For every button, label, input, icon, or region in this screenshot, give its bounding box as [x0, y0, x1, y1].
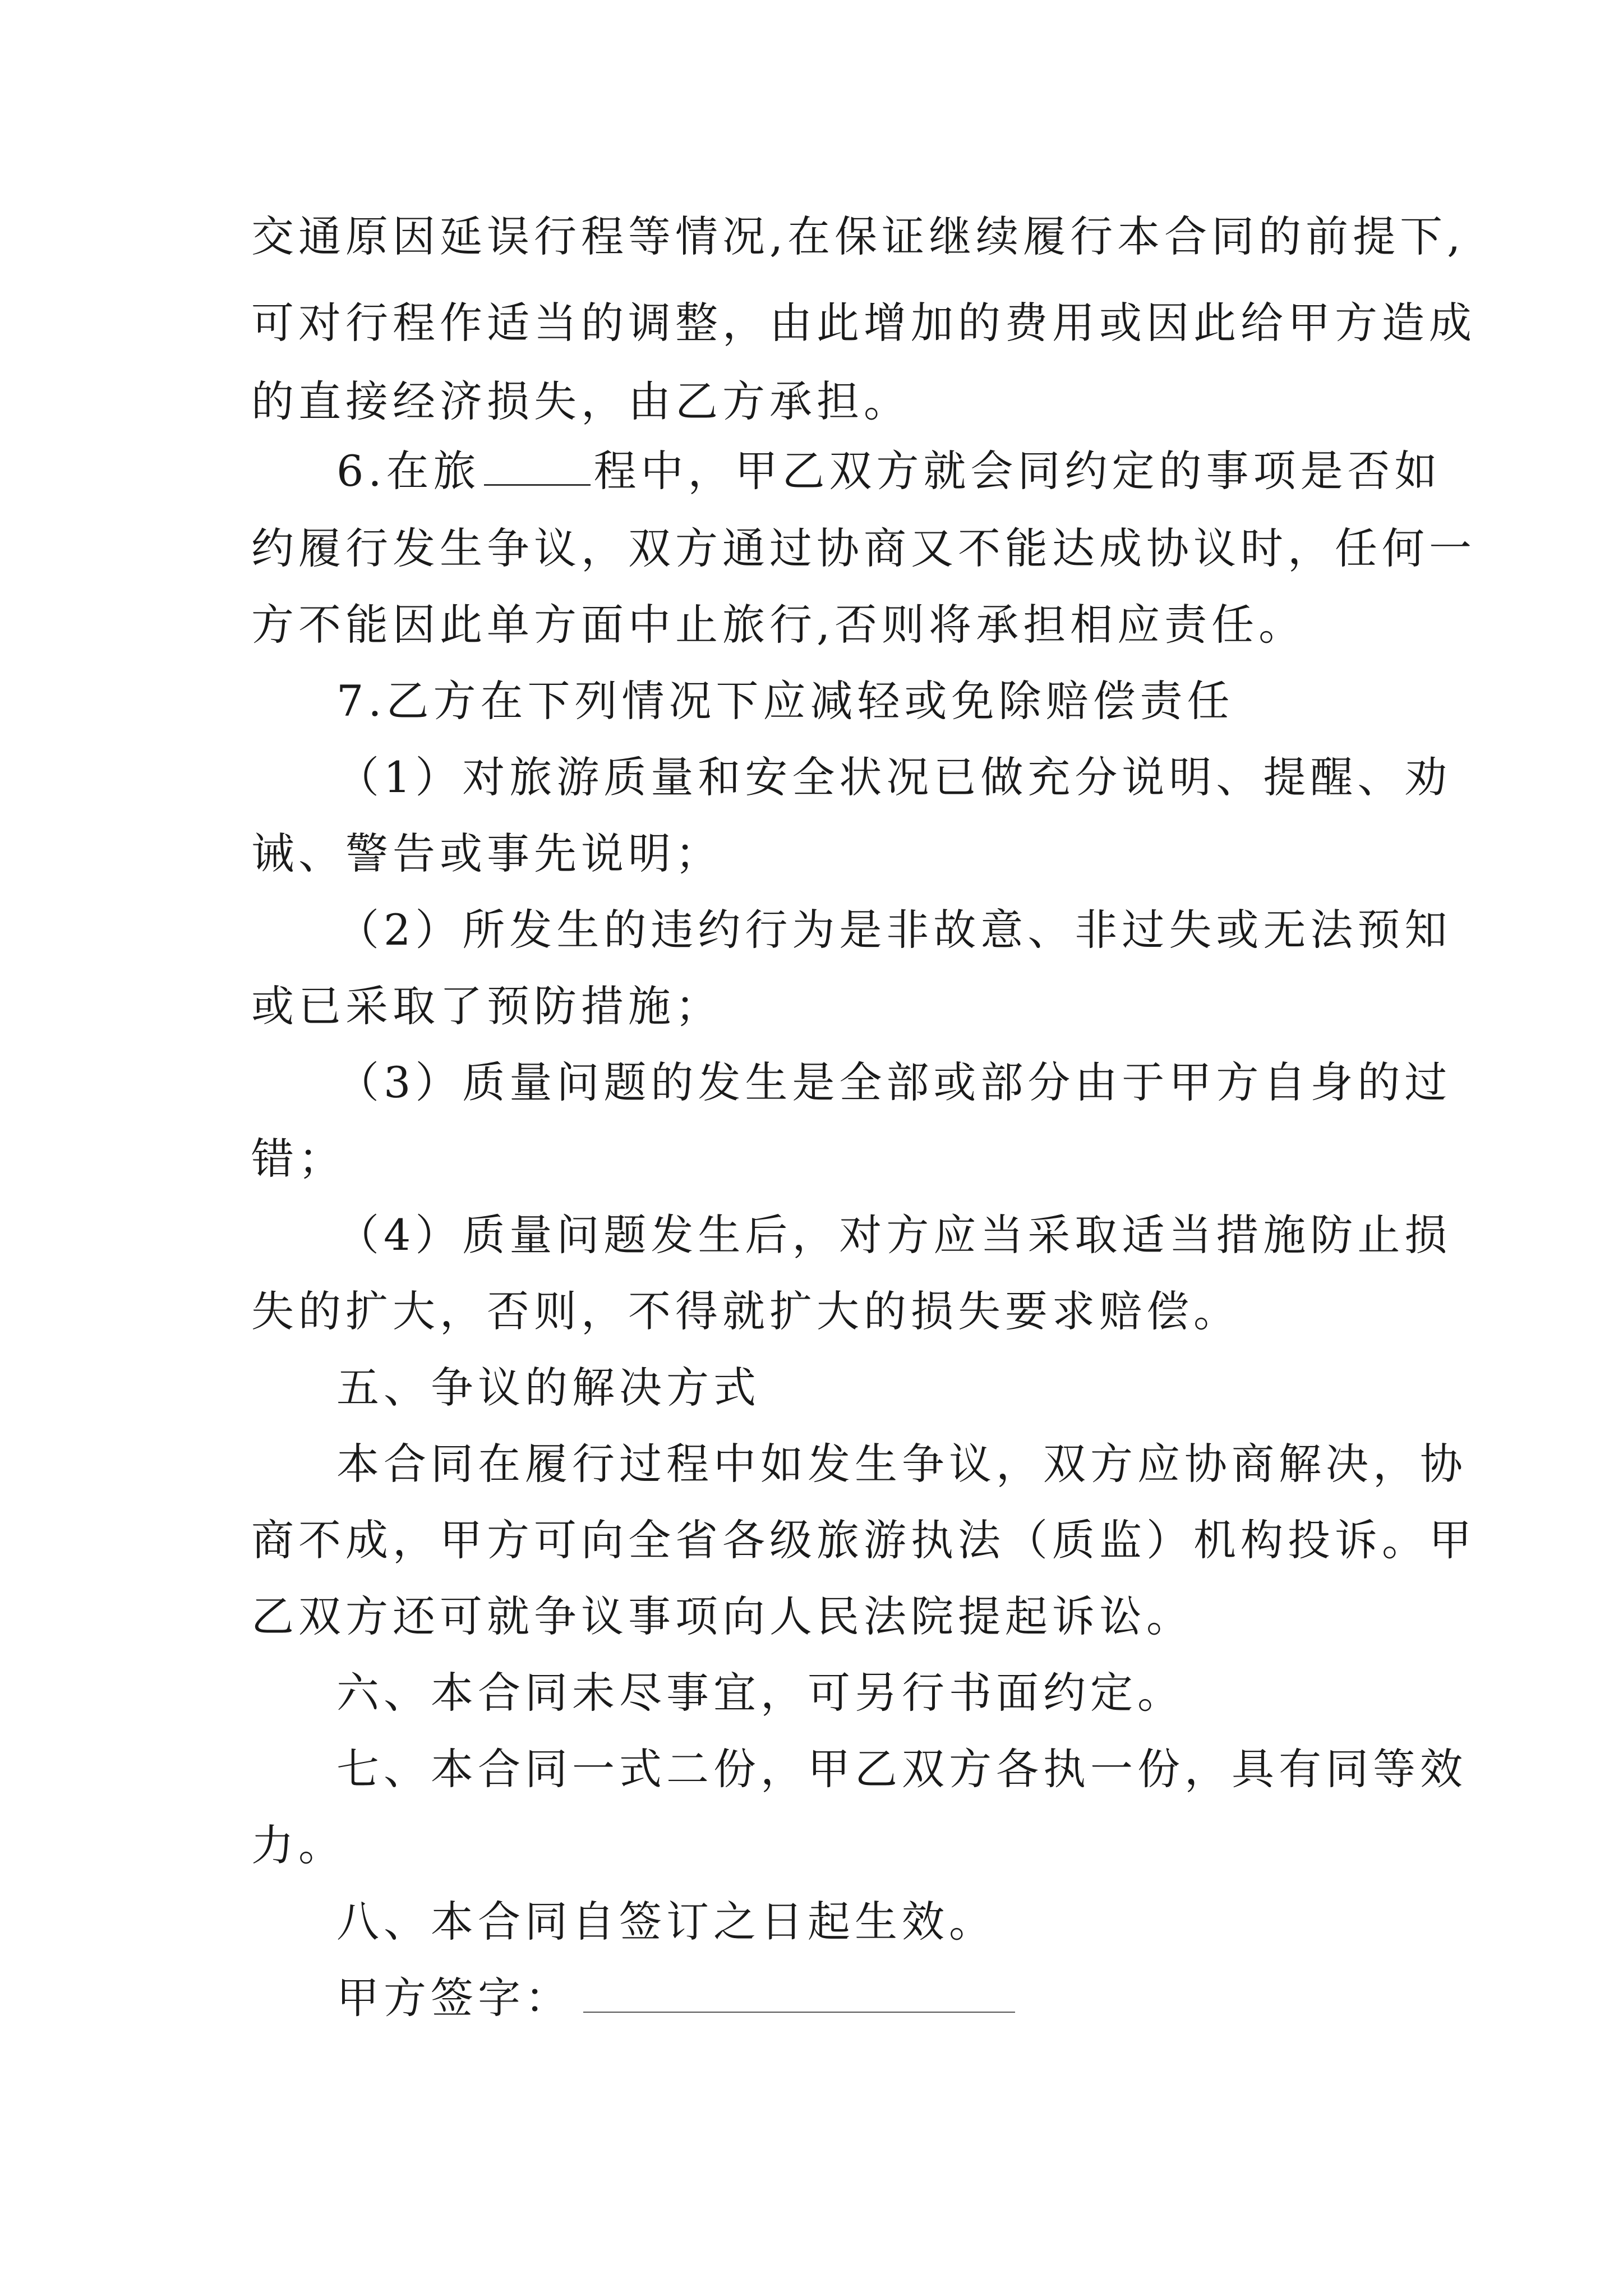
list-item-3: （3）质量问题的发生是全部或部分由于甲方自身的过 — [336, 1057, 1452, 1107]
list-item-2: （2）所发生的违约行为是非故意、非过失或无法预知 — [336, 905, 1452, 955]
section-5-body-cont: 乙双方还可就争议事项向人民法院提起诉讼。 — [251, 1591, 1193, 1641]
clause-6-line — [336, 443, 1442, 499]
section-5-body: 本合同在履行过程中如发生争议，双方应协商解决，协 — [336, 1439, 1467, 1489]
section-7-cont: 力。 — [251, 1820, 345, 1870]
signature-label: 甲方签字： — [336, 1973, 572, 2023]
signature-line — [336, 1970, 1015, 2026]
list-item-2-cont: 或已采取了预防措施； — [251, 981, 722, 1031]
section-6: 六、本合同未尽事宜，可另行书面约定。 — [336, 1668, 1184, 1718]
paragraph-line: 约履行发生争议，双方通过协商又不能达成协议时，任何一 — [251, 523, 1476, 573]
list-item-1-cont: 诫、警告或事先说明； — [251, 829, 722, 878]
paragraph-line: 方不能因此单方面中止旅行,否则将承担相应责任。 — [251, 600, 1306, 650]
clause-6-text-before: 6.在旅 — [336, 446, 481, 496]
clause-6-text-after: 程中，甲乙双方就会同约定的事项是否如 — [593, 446, 1442, 496]
section-8: 八、本合同自签订之日起生效。 — [336, 1897, 996, 1947]
section-7: 七、本合同一式二份，甲乙双方各执一份，具有同等效 — [336, 1744, 1467, 1794]
list-item-1: （1）对旅游质量和安全状况已做充分说明、提醒、劝 — [336, 752, 1452, 802]
list-item-4: （4）质量问题发生后，对方应当采取适当措施防止损 — [336, 1210, 1452, 1260]
paragraph-line: 可对行程作适当的调整，由此增加的费用或因此给甲方造成 — [251, 298, 1476, 348]
fill-in-blank[interactable] — [484, 444, 591, 486]
list-item-3-cont: 错； — [251, 1134, 345, 1184]
section-5-heading: 五、争议的解决方式 — [336, 1363, 760, 1412]
signature-field[interactable] — [583, 1971, 1015, 2013]
list-item-4-cont: 失的扩大，否则，不得就扩大的损失要求赔偿。 — [251, 1286, 1241, 1336]
section-5-body-cont: 商不成，甲方可向全省各级旅游执法（质监）机构投诉。甲 — [251, 1515, 1476, 1565]
paragraph-line: 交通原因延误行程等情况,在保证继续履行本合同的前提下, — [251, 211, 1465, 261]
clause-7-heading: 7.乙方在下列情况下应减轻或免除赔偿责任 — [336, 676, 1234, 726]
paragraph-line: 的直接经济损失，由乙方承担。 — [251, 376, 911, 426]
